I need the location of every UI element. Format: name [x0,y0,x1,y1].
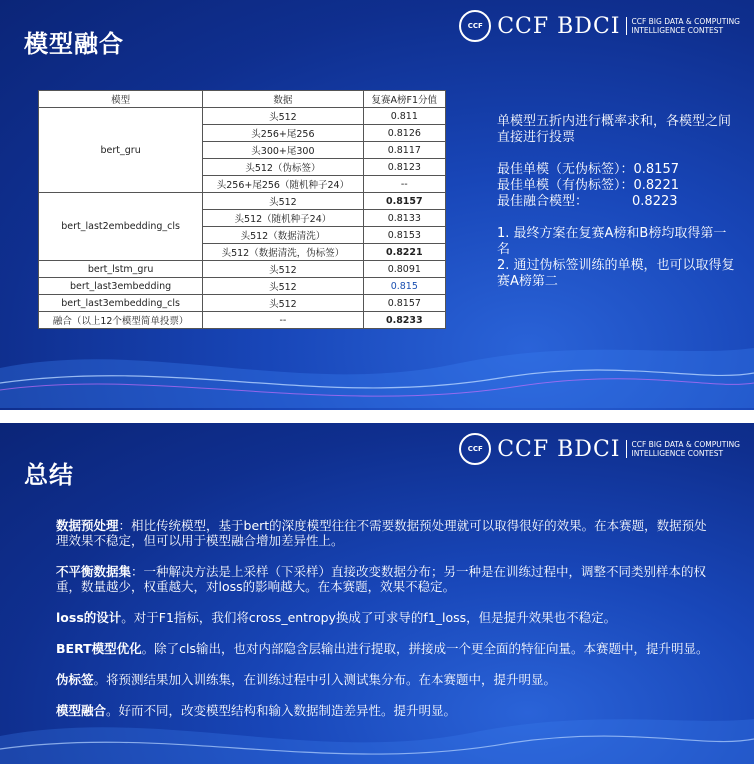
ccf-bdci-logo [459,10,740,42]
score-cell: 0.8157 [363,193,445,210]
slide-title: 模型融合 [24,30,124,58]
ccf-seal-icon: CCF [459,10,491,42]
note-best-scores: 最佳单模（无伪标签）：0.8157 最佳单模（有伪标签）：0.8221 最佳融合模型： 0.8223 [497,162,679,209]
summary-item-text: 。对于F1指标，我们将cross_entropy换成了可求导的f1_loss，但是提升效果也不稳定。 [121,610,617,625]
summary-item [56,564,716,594]
score-cell: 0.8157 [363,295,445,312]
data-cell: 头512 [203,261,363,278]
data-cell: 头512（伪标签） [203,159,363,176]
logo-mark: CCF BDCI [497,436,621,462]
score-cell: -- [363,176,445,193]
score-cell: 0.8126 [363,125,445,142]
table-header-cell: 模型 [39,91,203,108]
score-cell: 0.8091 [363,261,445,278]
summary-item-heading: 模型融合 [56,703,107,718]
table-row [39,261,446,278]
data-cell: 头512 [203,278,363,295]
data-cell: 头512 [203,108,363,125]
model-name-cell: bert_last3embedding_cls [39,295,203,312]
summary-item-heading: BERT模型优化 [56,641,142,656]
results-table [38,90,446,329]
summary-item-heading: 不平衡数据集 [56,564,132,579]
table-row [39,193,446,210]
summary-item-text: 。除了cls输出，也对内部隐含层输出进行提取，拼接成一个更全面的特征向量。本赛题中，提升明显。 [141,641,709,656]
fusion-notes [497,114,737,306]
score-cell: 0.8153 [363,227,445,244]
summary-list [56,518,716,734]
summary-item-text: ：一种解决方法是上采样（下采样）直接改变数据分布；另一种是在训练过程中，调整不同类别样本的权重，数量越少，权重越大，对loss的影响越大。在本赛题，效果不稳定。 [56,564,707,594]
summary-item-text: 。将预测结果加入训练集，在训练过程中引入测试集分布。在本赛题中，提升明显。 [93,672,557,687]
summary-item [56,518,716,548]
score-cell: 0.8221 [363,244,445,261]
score-cell: 0.8133 [363,210,445,227]
summary-item-heading: loss的设计 [56,610,122,625]
score-cell: 0.815 [363,278,445,295]
data-cell: 头300+尾300 [203,142,363,159]
table-header-cell: 数据 [203,91,363,108]
score-cell: 0.8117 [363,142,445,159]
score-cell: 0.811 [363,108,445,125]
summary-item [56,610,716,625]
table-header-cell: 复赛A榜F1分值 [363,91,445,108]
data-cell: 头512（数据清洗） [203,227,363,244]
logo-mark: CCF BDCI [497,13,621,39]
score-cell: 0.8123 [363,159,445,176]
note-conclusions: 1. 最终方案在复赛A榜和B榜均取得第一名 2. 通过伪标签训练的单模，也可以取得复赛A榜第二 [497,226,735,289]
data-cell: 头512 [203,295,363,312]
data-cell: 头256+尾256 [203,125,363,142]
table-header-row [39,91,446,108]
summary-item [56,703,716,718]
table-row [39,108,446,125]
data-cell: 头512 [203,193,363,210]
ccf-seal-icon: CCF [459,433,491,465]
data-cell: 头512（随机种子24） [203,210,363,227]
summary-item [56,672,716,687]
table-row [39,278,446,295]
model-name-cell: bert_last3embedding [39,278,203,295]
summary-item-heading: 伪标签 [56,672,94,687]
summary-item-text: 。好而不同，改变模型结构和输入数据制造差异性。提升明显。 [106,703,457,718]
ccf-bdci-logo [459,433,740,465]
model-name-cell: bert_last2embedding_cls [39,193,203,261]
summary-item [56,641,716,656]
table-row [39,312,446,329]
summary-item-text: ：相比传统模型，基于bert的深度模型往往不需要数据预处理就可以取得很好的效果。在本赛题，数据预处理效果不稳定，但可以用于模型融合增加差异性上。 [56,518,707,548]
table-row [39,295,446,312]
model-name-cell: bert_lstm_gru [39,261,203,278]
slide-summary [0,423,754,764]
data-cell: 头512（数据清洗，伪标签） [203,244,363,261]
decorative-wave [0,328,754,408]
data-cell: -- [203,312,363,329]
score-cell: 0.8233 [363,312,445,329]
slide-title: 总结 [24,461,74,489]
data-cell: 头256+尾256（随机种子24） [203,176,363,193]
logo-subtitle: CCF BIG DATA & COMPUTING INTELLIGENCE CONTEST [626,440,740,458]
model-name-cell: bert_gru [39,108,203,193]
summary-item-heading: 数据预处理 [56,518,119,533]
model-name-cell: 融合（以上12个模型简单投票） [39,312,203,329]
note-voting: 单模型五折内进行概率求和，各模型之间直接进行投票 [497,114,732,145]
logo-subtitle: CCF BIG DATA & COMPUTING INTELLIGENCE CONTEST [626,17,740,35]
